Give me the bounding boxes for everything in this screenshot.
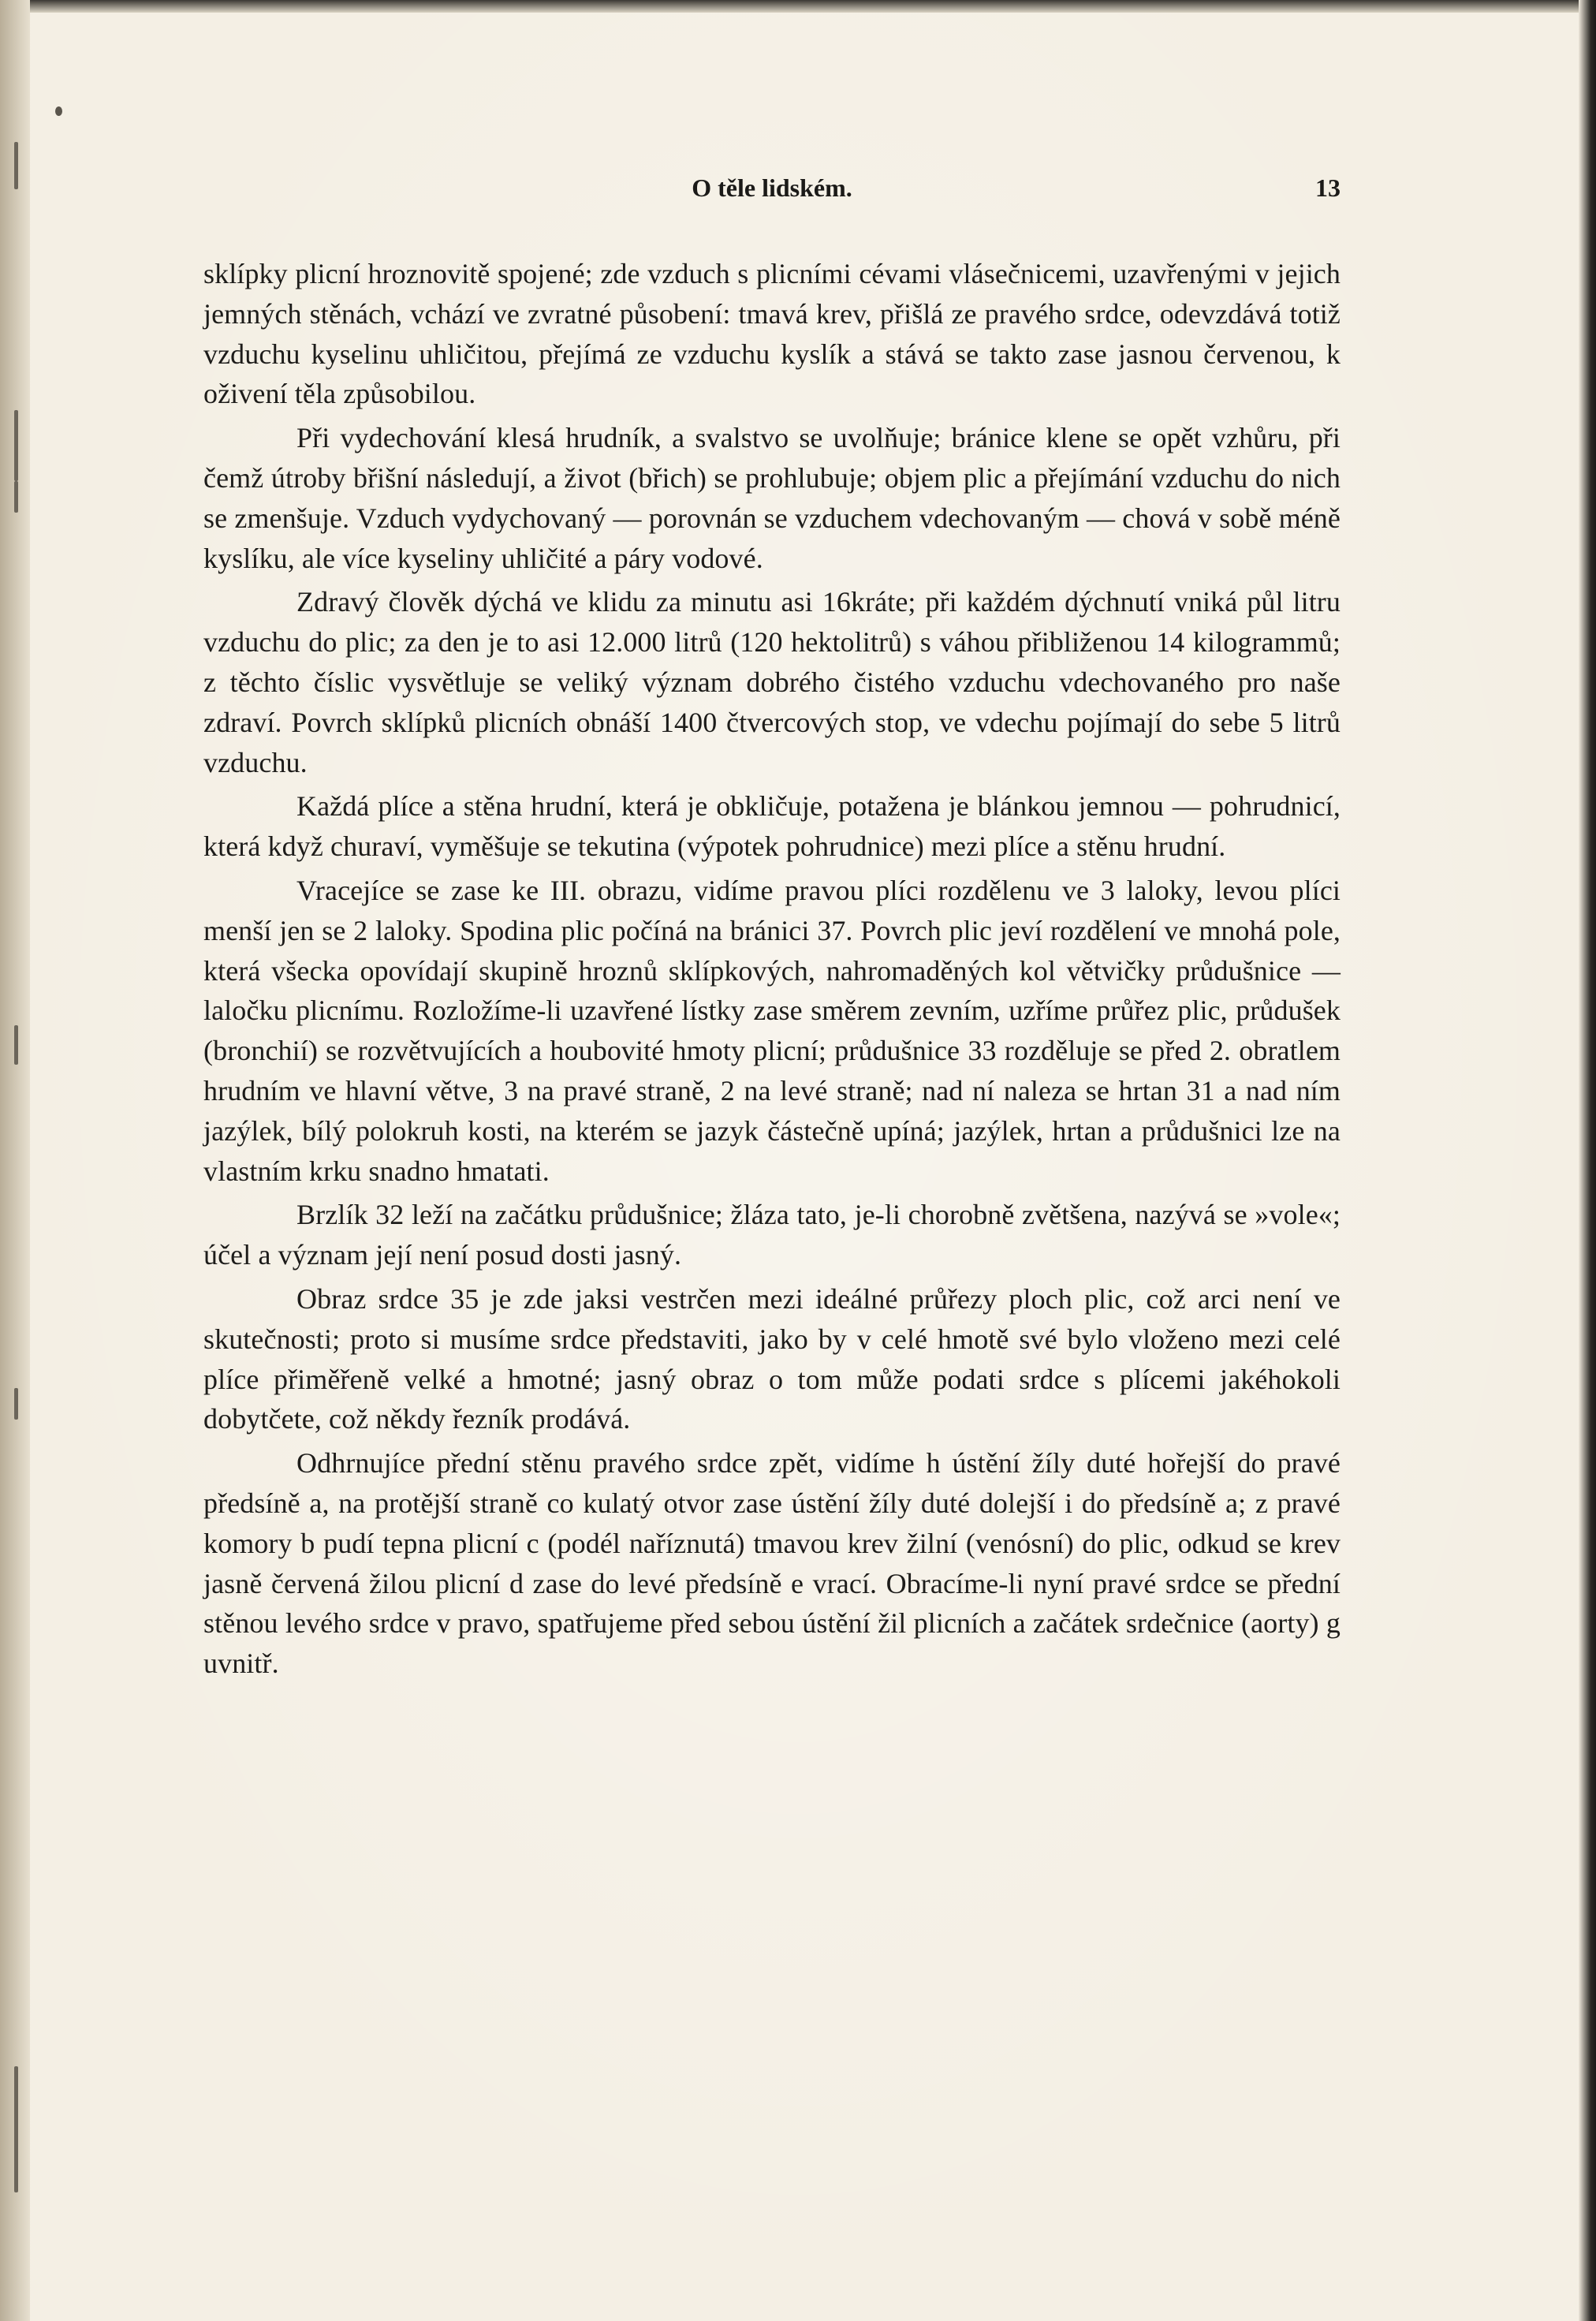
margin-mark [14, 1025, 18, 1065]
page-top-edge [0, 0, 1596, 13]
margin-mark [14, 410, 18, 481]
paragraph: Odhrnujíce přední stěnu pravého srdce zpět, vidíme h ústění žíly duté hořejší do pravé předsíně a, na protější straně co kulatý otvor zase ústění žíly duté dolejší i do předsíně a; z pravé komory b pudí tepna plicní c (podél naříznutá) tmavou krev žilní (venósní) do plic, odkud se krev jasně červená žilou plicní d zase do levé předsíně e vrací. Obracíme-li nyní pravé srdce se přední stěnou levého srdce v pravo, spatřujeme před sebou ústění žil plicních a začátek srdečnice (aorty) g uvnitř. [203, 1447, 1341, 1680]
page-number: 13 [1315, 174, 1341, 202]
margin-mark [14, 1388, 18, 1420]
margin-dot [55, 106, 62, 116]
paragraph: Každá plíce a stěna hrudní, která je obkličuje, potažena je blánkou jemnou — pohrudnicí, která když churaví, vyměšuje se tekutina (výpotek pohrudnice) mezi plíce a stěnu hrudní. [203, 790, 1341, 863]
running-head [203, 174, 1341, 213]
page-right-edge [1579, 0, 1596, 2321]
paragraph: Při vydechování klesá hrudník, a svalstvo se uvolňuje; bránice klene se opět vzhůru, při čemž útroby břišní následují, a život (břich) se prohlubuje; objem plic a přejímání vzduchu do nich se zmenšuje. Vzduch vydychovaný — porovnán se vzduchem vdechovaným — chová v sobě méně kyslíku, ale více kyseliny uhličité a páry vodové. [203, 422, 1341, 574]
margin-mark [14, 2066, 18, 2192]
page-binding-edge [0, 0, 30, 2321]
paragraph: Vracejíce se zase ke III. obrazu, vidíme pravou plíci rozdělenu ve 3 laloky, levou plíci menší jen se 2 laloky. Spodina plic počíná na bránici 37. Povrch plic jeví rozdělení ve mnohá pole, která všecka opovídají skupině hroznů sklípkových, nahromaděných kol větvičky průdušnice — laločku plicnímu. Rozložíme-li uzavřené lístky zase směrem zevním, uzříme průřez plic, průdušek (bronchií) se rozvětvujících a houbovité hmoty plicní; průdušnice 33 rozděluje se před 2. obratlem hrudním ve hlavní větve, 3 na pravé straně, 2 na levé straně; nad ní naleza se hrtan 31 a nad ním jazýlek, bílý polokruh kosti, na kterém se jazyk částečně upíná; jazýlek, hrtan a průdušnici lze na vlastním krku snadno hmatati. [203, 874, 1341, 1187]
paragraph: sklípky plicní hroznovitě spojené; zde vzduch s plicními cévami vlásečnicemi, uzavřenými v jejich jemných stěnách, vchází ve zvratné působení: tmavá krev, přišlá ze pravého srdce, odevzdává totiž vzduchu kyselinu uhličitou, přejímá ze vzduchu kyslík a stává se takto zase jasnou červenou, k oživení těla způsobilou. [203, 258, 1341, 410]
margin-mark [14, 142, 18, 189]
running-title: O těle lidském. [692, 174, 852, 202]
text-body [203, 254, 1341, 1688]
margin-mark [14, 481, 18, 513]
paragraph: Obraz srdce 35 je zde jaksi vestrčen mezi ideálné průřezy ploch plic, což arci není ve skutečnosti; proto si musíme srdce představiti, jako by v celé hmotě své bylo vloženo mezi celé plíce přiměřeně velké a hmotné; jasný obraz o tom může podati srdce s plícemi jakéhokoli dobytčete, což někdy řezník prodává. [203, 1282, 1341, 1435]
paragraph: Brzlík 32 leží na začátku průdušnice; žláza tato, je-li chorobně zvětšena, nazývá se »vole«; účel a význam její není posud dosti jasný. [203, 1199, 1341, 1271]
paragraph: Zdravý člověk dýchá ve klidu za minutu asi 16kráte; při každém dýchnutí vniká půl litru vzduchu do plic; za den je to asi 12.000 litrů (120 hektolitrů) s váhou přibliženou 14 kilogrammů; z těchto číslic vysvětluje se veliký význam dobrého čistého vzduchu vdechovaného pro naše zdraví. Povrch sklípků plicních obnáší 1400 čtvercových stop, ve vdechu pojímají do sebe 5 litrů vzduchu. [203, 586, 1341, 778]
